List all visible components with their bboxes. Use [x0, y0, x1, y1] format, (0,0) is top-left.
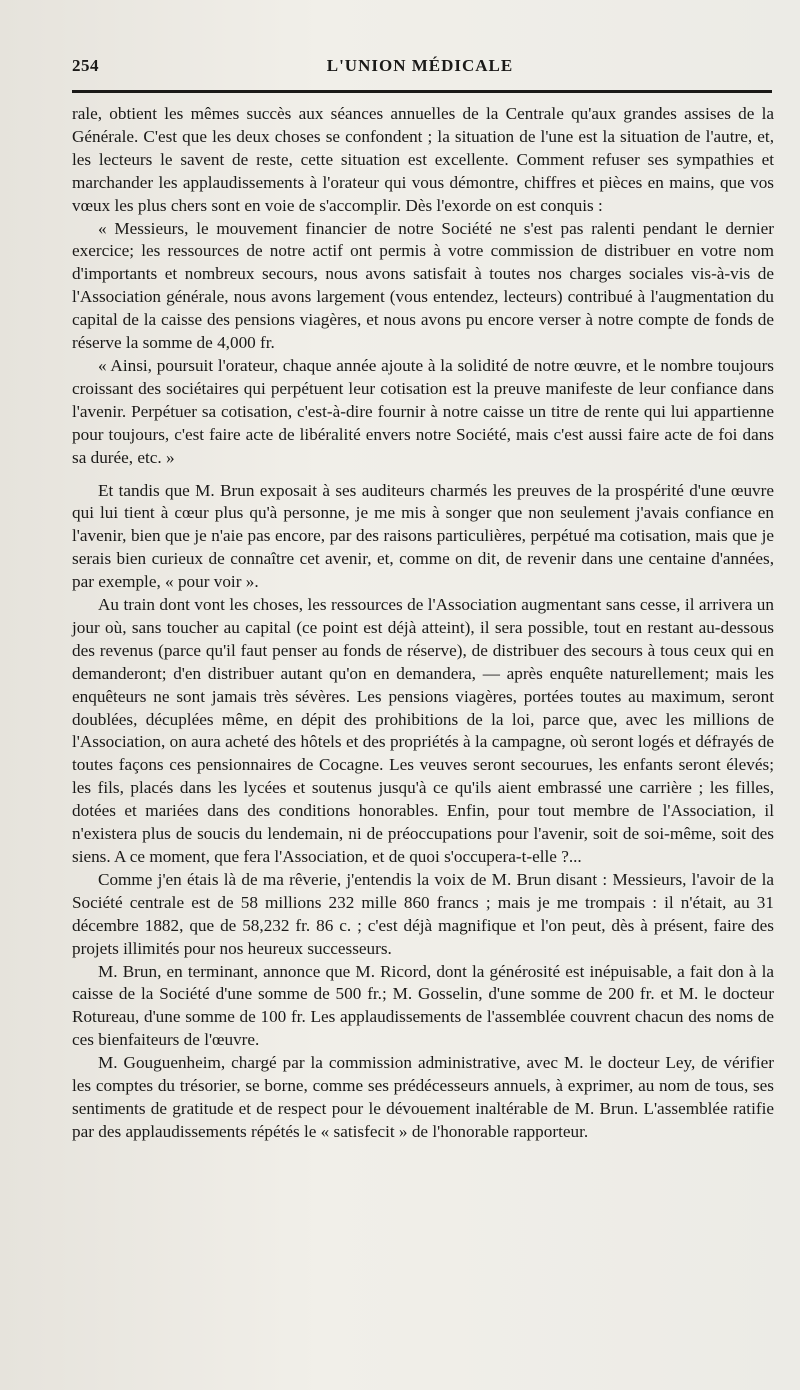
article-body	[72, 103, 774, 1144]
paragraph: « Messieurs, le mouvement financier de notre Société ne s'est pas ralenti pendant le dernier exercice; les ressources de notre actif ont permis à votre commission de distribuer en votre nom d'importants et nombreux secours, nous avons satisfait à toutes nos charges sociales vis-à-vis de l'Association générale, nous avons largement (vous entendez, lecteurs) contribué à l'augmentation du capital de la caisse des pensions viagères, et nous avons pu encore verser à notre compte de fonds de réserve la somme de 4,000 fr.	[72, 218, 774, 353]
paragraph: M. Gouguenheim, chargé par la commission administrative, avec M. le docteur Ley, de vérifier les comptes du trésorier, se borne, comme ses prédécesseurs annuels, à exprimer, au nom de tous, ses sentiments de gratitude et de respect pour le dévouement inaltérable de M. Brun. L'assemblée ratifie par des applaudissements répétés le « satisfecit » de l'honorable rapporteur.	[72, 1053, 774, 1141]
paragraph: « Ainsi, poursuit l'orateur, chaque année ajoute à la solidité de notre œuvre, et le nombre toujours croissant des sociétaires qui perpétuent leur cotisation est la preuve manifeste de leur confiance dans l'avenir. Perpétuer sa cotisation, c'est-à-dire fournir à notre caisse un titre de rente qui lui appartienne pour toujours, c'est faire acte de libéralité envers notre Société, mais c'est aussi faire acte de foi dans sa durée, etc. »	[72, 355, 774, 467]
paragraph: Et tandis que M. Brun exposait à ses auditeurs charmés les preuves de la prospérité d'une œuvre qui lui tient à cœur plus qu'à personne, je me mis à songer que non seulement j'avais confiance en l'avenir, bien que je n'aie pas encore, par des raisons particulières, perpétué ma cotisation, mais que je serais bien curieux de connaître cet avenir, et, comme on dit, de revenir dans une centaine d'années, par exemple, « pour voir ».	[72, 480, 774, 592]
paragraph: M. Brun, en terminant, annonce que M. Ricord, dont la générosité est inépuisable, a fait don à la caisse de la Société d'une somme de 500 fr.; M. Gosselin, d'une somme de 200 fr. et M. le docteur Rotureau, d'une somme de 100 fr. Les applaudissements de l'assemblée couvrent chacun des noms de ces bienfaiteurs de l'œuvre.	[72, 961, 774, 1050]
page-number: 254	[72, 56, 99, 75]
running-header	[72, 56, 774, 86]
running-title: L'UNION MÉDICALE	[326, 56, 514, 75]
paragraph: Comme j'en étais là de ma rêverie, j'entendis la voix de M. Brun disant : Messieurs, l'avoir de la Société centrale est de 58 millions 232 mille 860 francs ; mais je me trompais : il n'était, au 31 décembre 1882, que de 58,232 fr. 86 c. ; c'est déjà magnifique et l'on peut, dès à présent, faire des projets illimités pour nos heureux successeurs.	[72, 869, 774, 958]
paragraph: rale, obtient les mêmes succès aux séances annuelles de la Centrale qu'aux grandes assises de la Générale. C'est que les deux choses se confondent ; la situation de l'une est la situation de l'autre, et, les lecteurs le savent de reste, cette situation est excellente. Comment refuser ses sympathies et marchander les applaudissements à l'orateur qui vous démontre, chiffres et pièces en mains, que vos vœux les plus chers sont en voie de s'accomplir. Dès l'exorde on est conquis :	[72, 104, 774, 215]
paragraph: Au train dont vont les choses, les ressources de l'Association augmentant sans cesse, il arrivera un jour où, sans toucher au capital (ce point est déjà atteint), il sera possible, tout en restant au-dessous des revenus (parce qu'il faut penser au fonds de réserve), de distribuer des secours à tous ceux qui en demanderont; d'en distribuer autant qu'on en demandera, — après enquête naturellement; mais les enquêteurs ne sont jamais très sévères. Les pensions viagères, portées toutes au maximum, seront doublées, décuplées même, en dépit des prohibitions de la loi, parce que, avec les millions de l'Association, on aura acheté des hôtels et des propriétés à la campagne, où seront logés et défrayés de toutes façons ces pensionnaires de Cocagne. Les veuves seront secourues, les enfants seront élevés; les fils, placés dans les lycées et soutenus jusqu'à ce qu'ils aient embrassé une carrière ; les filles, dotées et mariées dans des conditions honorables. Enfin, pour tout membre de l'Association, il n'existera plus de soucis du lendemain, ni de préoccupations pour l'avenir, soit de soi-même, soit des siens. A ce moment, que fera l'Association, et de quoi s'occupera-t-elle ?...	[72, 595, 774, 866]
header-rule	[72, 90, 772, 93]
